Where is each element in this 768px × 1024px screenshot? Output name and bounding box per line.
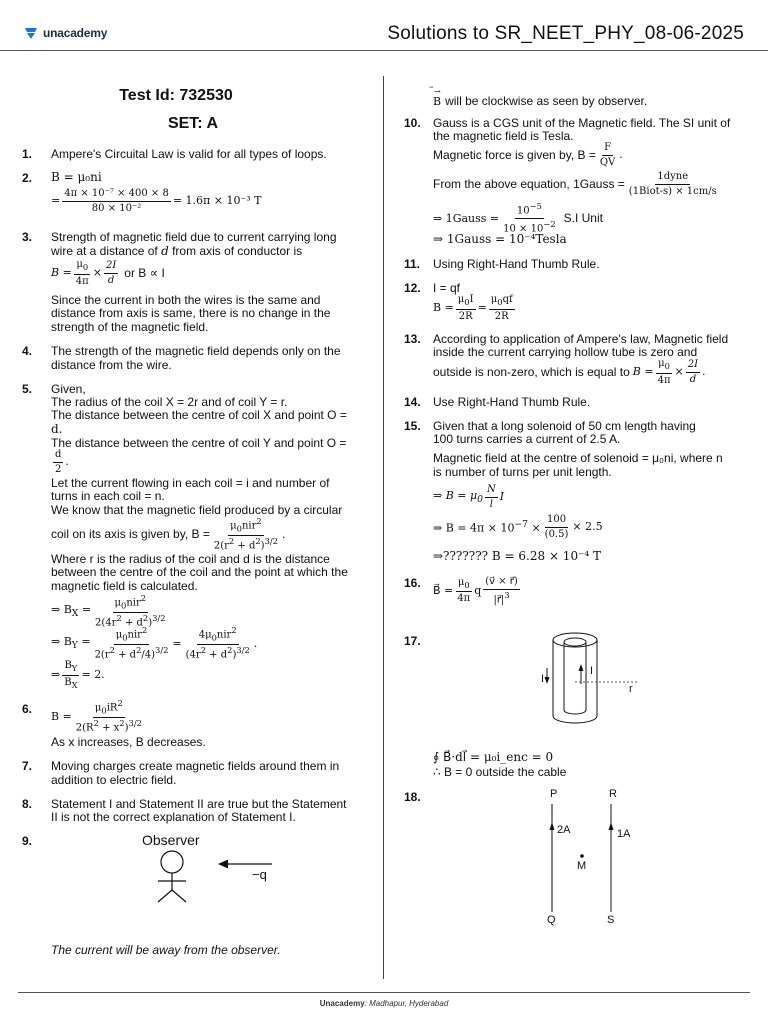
- q5-ratio: ⇒ $\frac{B_Y}{B_X}$ = 2.: [51, 660, 105, 690]
- q10-conversion: ⇒ 1Gauss = $\frac{10^{-5}}{10 \times 10^{-2}}$ S.I Unit: [433, 201, 603, 235]
- q15-number: 15.: [404, 419, 421, 433]
- q9-charge-label: −q: [252, 867, 267, 882]
- q3-line4: distance from axis is same, there is no change in the: [51, 306, 331, 320]
- q9-caption: The current will be away from the observer.: [51, 943, 281, 957]
- q5-line2: The radius of the coil X = 2r and of coil Y = r.: [51, 395, 288, 409]
- q11-number: 11.: [404, 257, 421, 271]
- q15-line2: 100 turns carries a current of 2.5 A.: [433, 432, 621, 446]
- q18-label-q: Q: [547, 914, 556, 926]
- q15-line4: is number of turns per unit length.: [433, 465, 612, 479]
- page-header: [0, 0, 768, 52]
- q13-line2: inside the current carrying hollow tube is zero and: [433, 345, 698, 359]
- document-title: Solutions to SR_NEET_PHY_08-06-2025: [387, 23, 744, 44]
- q6-answer: As x increases, B decreases.: [51, 735, 206, 749]
- q10-line2: the magnetic field is Tesla.: [433, 129, 574, 143]
- q16-formula: B⃗ = $\frac{\mu_0}{4\pi}$ q $\frac{(v⃗ \times r⃗)}{|r⃗|^3}$: [433, 576, 518, 605]
- test-id-heading: Test Id: 732530: [119, 87, 233, 104]
- q13-line3-text: outside is non-zero, which is equal to: [433, 364, 630, 379]
- coaxial-cable-diagram: [535, 628, 645, 734]
- q3-line2-text: wire at a distance of: [51, 244, 162, 258]
- q15-result: ⇒??????? B = 6.28 × 10⁻⁴ T: [433, 549, 602, 563]
- q18-number: 18.: [404, 790, 421, 804]
- q18-current-1a: 1A: [617, 828, 631, 840]
- q10-line3: Magnetic force is given by, B = $\frac{F}{QV}$ .: [433, 142, 623, 168]
- q12-formula: B = $\frac{\mu_0I}{2R}$ = $\frac{\mu_0qf}{2R}$: [433, 294, 513, 322]
- q18-label-s: S: [607, 914, 615, 926]
- q6-number: 6.: [22, 702, 33, 716]
- q7-number: 7.: [22, 759, 33, 773]
- q14-number: 14.: [404, 395, 421, 409]
- q17-inner-current-label: I: [590, 665, 594, 677]
- q1-number: 1.: [22, 147, 33, 161]
- q16-number: 16.: [404, 576, 421, 590]
- q2-formula: B = μ₀ni: [51, 170, 102, 184]
- q9-observer-label: Observer: [142, 832, 200, 848]
- q13-line1: According to application of Ampere's law, Magnetic field: [433, 332, 729, 346]
- brand-logo: [24, 26, 107, 41]
- q2-denominator: 80 × 10⁻²: [91, 202, 142, 214]
- q13-number: 13.: [404, 332, 421, 346]
- q14-answer: Use Right-Hand Thumb Rule.: [433, 395, 591, 409]
- q1-answer: Ampere's Circuital Law is valid for all types of loops.: [51, 147, 327, 161]
- brand-name: unacademy: [43, 26, 108, 40]
- q4-line2: distance from the wire.: [51, 358, 172, 372]
- q13-line3: outside is non-zero, which is equal to B = $\frac{\mu_0}{4\pi}$ × $\frac{2I}{d}$ .: [433, 358, 706, 386]
- parallel-wires-diagram: [545, 800, 625, 914]
- q5-ratio-result: = 2.: [81, 668, 105, 682]
- q9-continued: B → will be clockwise as seen by observer.: [433, 86, 648, 108]
- q11-answer: Using Right-Hand Thumb Rule.: [433, 257, 600, 271]
- q4-line1: The strength of the magnetic field depends only on the: [51, 344, 341, 358]
- q3-line3: Since the current in both the wires is the same and: [51, 293, 321, 307]
- footer-brand: Unacademy: [319, 999, 365, 1008]
- q10-line4: From the above equation, 1Gauss = $\frac{\text{1dyne}}{\text{(1Biot-s) × 1cm/s}}$: [433, 171, 717, 197]
- q17-outer-current-label: I: [541, 673, 545, 685]
- q7-line2: addition to electric field.: [51, 773, 177, 787]
- q2-calculation: [51, 188, 262, 214]
- q5-line10: Where r is the radius of the coil and d is the distance: [51, 552, 330, 566]
- q3-proportional: or B ∝ I: [124, 265, 165, 280]
- q18-label-p: P: [550, 788, 558, 800]
- q5-by: ⇒ $B_Y$ = $\frac{\mu_0nir^2}{2(r^2 + d^2/4)^{3/2}}$ = $\frac{4\mu_0nir^2}{(4r^2 + d^2)^{3/2}}$ .: [51, 625, 258, 661]
- q3-line2: [51, 244, 302, 259]
- q3-line2-var: d: [161, 244, 169, 258]
- q2-numerator: 4π × 10⁻⁷ × 400 × 8: [62, 188, 171, 202]
- q5-line11: between the centre of the coil and the point at which the: [51, 565, 348, 579]
- q9-continued-text: will be clockwise as seen by observer.: [445, 94, 648, 108]
- q3-formula: B = $\frac{\mu_0}{4\pi}$ × $\frac{2I}{d}$ or B ∝ I: [51, 259, 165, 287]
- observer-stick-figure-icon: [150, 848, 195, 904]
- q2-result: = 1.6π × 10⁻³ T: [172, 194, 262, 208]
- page-footer: [0, 999, 768, 1009]
- q2-fraction: [62, 188, 171, 214]
- q5-line3: The distance between the centre of coil X and point O =: [51, 408, 347, 422]
- q5-line8: We know that the magnetic field produced by a circular: [51, 503, 343, 517]
- q17-number: 17.: [404, 634, 421, 648]
- q5-line4: d.: [51, 422, 63, 436]
- q5-line9: coil on its axis is given by, B = $\frac{\mu_0nir^2}{2(r^2 + d^2)^{3/2}}$ .: [51, 516, 286, 552]
- q10-number: 10.: [404, 116, 421, 130]
- q8-line2: II is not the correct explanation of Statement I.: [51, 810, 296, 824]
- q12-number: 12.: [404, 281, 421, 295]
- q17-radius-label: r: [629, 683, 633, 695]
- q10-result: ⇒ 1Gauss = 10⁻⁴Tesla: [433, 232, 567, 246]
- q15-line1: Given that a long solenoid of 50 cm length having: [433, 419, 696, 433]
- footer-divider: [18, 992, 750, 993]
- q10-line1: Gauss is a CGS unit of the Magnetic field. The SI unit of: [433, 116, 731, 130]
- q18-label-r: R: [609, 788, 617, 800]
- q7-line1: Moving charges create magnetic fields around them in: [51, 759, 340, 773]
- column-divider: [383, 76, 384, 979]
- q5-line9-text: coil on its axis is given by, B =: [51, 527, 210, 542]
- q18-label-m: M: [577, 860, 587, 872]
- q5-number: 5.: [22, 382, 33, 396]
- q17-conclusion: ∴ B = 0 outside the cable: [433, 765, 567, 779]
- q5-line5: The distance between the centre of coil Y and point O =: [51, 436, 347, 450]
- q5-line1: Given,: [51, 382, 86, 396]
- q15-line3: Magnetic field at the centre of solenoid = μ₀ni, where n: [433, 451, 723, 465]
- q2-equals: =: [51, 194, 61, 208]
- q5-d-half: $\frac{d}{2}$ .: [55, 449, 69, 475]
- q8-line1: Statement I and Statement II are true but the Statement: [51, 797, 347, 811]
- q5-line6: Let the current flowing in each coil = i and number of: [51, 476, 330, 490]
- q10-si-unit: S.I Unit: [563, 211, 603, 226]
- q15-formula: ⇒ $B = \mu_0$ $\frac{N}{l}$ I: [433, 484, 505, 510]
- q10-line3-text: Magnetic force is given by, B =: [433, 147, 596, 162]
- q10-line4-text: From the above equation, 1Gauss =: [433, 176, 625, 191]
- q6-formula: B = $\frac{\mu_0iR^2}{2(R^2 + x^2)^{3/2}}$: [51, 698, 142, 734]
- q3-line2-rest: from axis of conductor is: [168, 244, 303, 258]
- q9-number: 9.: [22, 834, 33, 848]
- q3-number: 3.: [22, 230, 33, 244]
- q5-line12: magnetic field is calculated.: [51, 579, 198, 593]
- q18-current-2a: 2A: [557, 824, 571, 836]
- header-divider: [0, 50, 768, 51]
- q3-line1: Strength of magnetic field due to current carrying long: [51, 230, 337, 244]
- q4-number: 4.: [22, 344, 33, 358]
- q8-number: 8.: [22, 797, 33, 811]
- unacademy-logo-icon: [24, 28, 38, 39]
- set-heading: SET: A: [167, 115, 219, 132]
- q5-bx: ⇒ $B_X$ = $\frac{\mu_0nir^2}{2(4r^2 + d^2)^{3/2}}$: [51, 593, 166, 629]
- q5-line7: turns in each coil = n.: [51, 489, 165, 503]
- q17-ampere-law: ∮ B⃗·dl⃗ = μ₀i_enc = 0: [433, 750, 554, 764]
- footer-location: : Madhapur, Hyderabad: [364, 999, 449, 1008]
- q15-substitution: ⇒ $B = 4\pi \times 10^{-7}$ × $\frac{100}{(0.5)}$ × 2.5: [433, 514, 603, 540]
- q12-line1: I = qf: [433, 281, 461, 295]
- q3-line5: strength of the magnetic field.: [51, 320, 209, 334]
- q2-number: 2.: [22, 171, 33, 185]
